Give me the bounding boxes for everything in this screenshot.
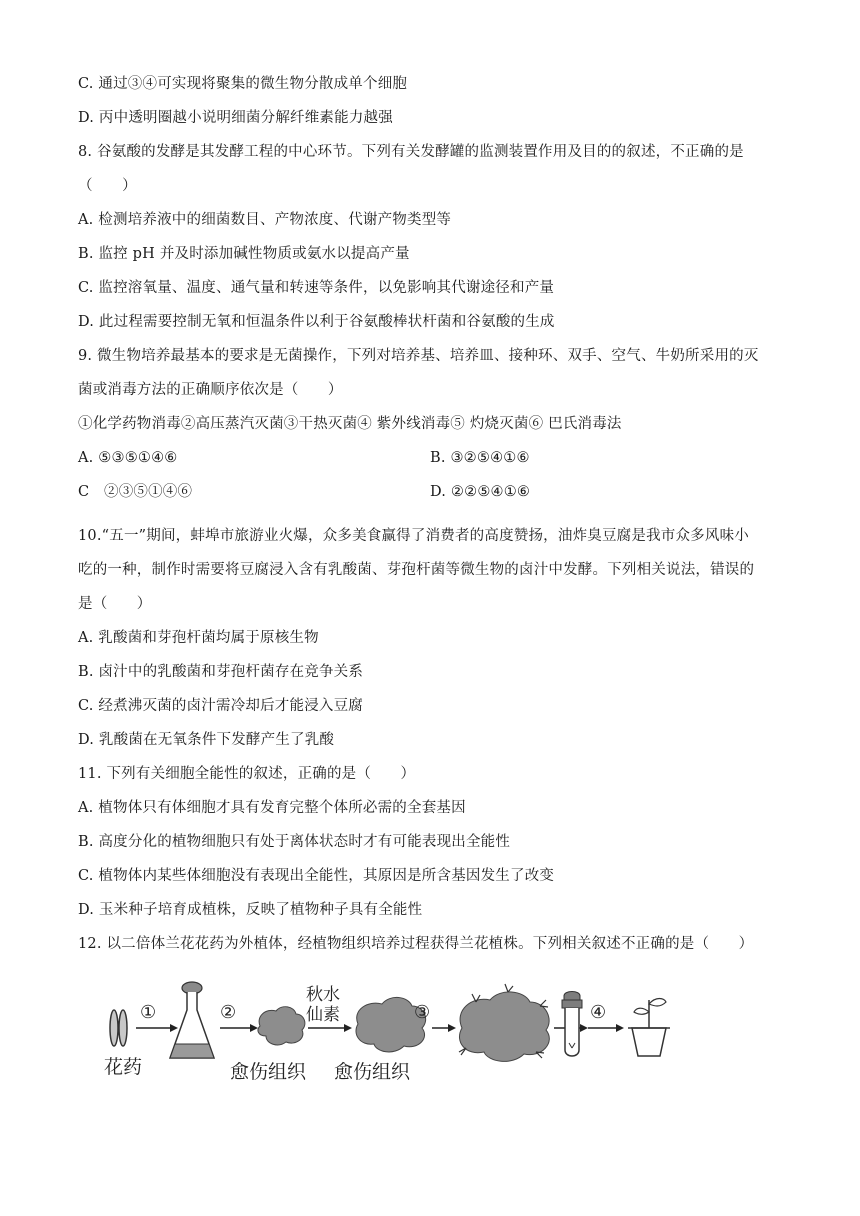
arrow-step-2 [220, 1024, 258, 1032]
option-10b: B. 卤汁中的乳酸菌和芽孢杆菌存在竞争关系 [78, 664, 364, 680]
option-10a: A. 乳酸菌和芽孢杆菌均属于原核生物 [78, 630, 319, 646]
anther-icon [110, 1010, 127, 1046]
option-9a: A. ⑤③⑤①④⑥ [78, 450, 178, 466]
anther-label: 花药 [104, 1056, 143, 1078]
colchicine-label-1: 秋水 [306, 985, 340, 1005]
question-9-methods: ①化学药物消毒②高压蒸汽灭菌③干热灭菌④ 紫外线消毒⑤ 灼烧灭菌⑥ 巴氏消毒法 [78, 416, 622, 432]
step-1-label: ① [140, 1002, 157, 1023]
callus-with-shoots-icon [459, 984, 549, 1061]
question-12-stem: 12. 以二倍体兰花花药为外植体，经植物组织培养过程获得兰花植株。下列相关叙述不正确的是（ ） [78, 936, 754, 952]
question-10-stem-end: 是（ ） [78, 596, 152, 612]
step-4-label: ④ [590, 1002, 607, 1023]
step-3-label: ③ [414, 1002, 431, 1023]
test-tube-icon [562, 992, 582, 1057]
option-8a: A. 检测培养液中的细菌数目、产物浓度、代谢产物类型等 [78, 212, 452, 228]
callus-label-2: 愈伤组织 [334, 1061, 411, 1083]
colchicine-label-2: 仙素 [306, 1005, 340, 1025]
potted-plant-icon [628, 999, 670, 1057]
option-9d: D. ②②⑤④①⑥ [430, 484, 531, 500]
arrow-step-4 [588, 1024, 624, 1032]
arrow-step-3 [432, 1024, 456, 1032]
question-9-stem-cont: 菌或消毒方法的正确顺序依次是（ ） [78, 382, 343, 398]
callus-label-1: 愈伤组织 [230, 1061, 307, 1083]
question-9-stem: 9. 微生物培养最基本的要求是无菌操作，下列对培养基、培养皿、接种环、双手、空气、牛奶所采用的灭 [78, 348, 759, 364]
arrow-step-1 [136, 1024, 178, 1032]
step-2-label: ② [220, 1002, 237, 1023]
question-10-stem: 10.“五一”期间，蚌埠市旅游业火爆，众多美食赢得了消费者的高度赞扬，油炸臭豆腐是我市众多风味小 [78, 528, 749, 544]
option-8b: B. 监控 pH 并及时添加碱性物质或氨水以提高产量 [78, 246, 410, 262]
option-10d: D. 乳酸菌在无氧条件下发酵产生了乳酸 [78, 732, 335, 748]
option-7c: C. 通过③④可实现将聚集的微生物分散成单个细胞 [78, 76, 408, 92]
question-11-stem: 11. 下列有关细胞全能性的叙述，正确的是（ ） [78, 766, 416, 782]
option-11d: D. 玉米种子培育成植株，反映了植物种子具有全能性 [78, 902, 423, 918]
option-11b: B. 高度分化的植物细胞只有处于离体状态时才有可能表现出全能性 [78, 834, 511, 850]
question-8-blank: （ ） [78, 178, 137, 194]
question-8-stem: 8. 谷氨酸的发酵是其发酵工程的中心环节。下列有关发酵罐的监测装置作用及目的的叙述，不正确的是 [78, 144, 744, 160]
option-11a: A. 植物体只有体细胞才具有发育完整个体所必需的全套基因 [78, 800, 466, 816]
option-8d: D. 此过程需要控制无氧和恒温条件以利于谷氨酸棒状杆菌和谷氨酸的生成 [78, 314, 555, 330]
arrow-colchicine [308, 1024, 352, 1032]
question-10-stem-cont: 吃的一种，制作时需要将豆腐浸入含有乳酸菌、芽孢杆菌等微生物的卤汁中发酵。下列相关说法，错误的 [78, 562, 755, 578]
option-9b: B. ③②⑤④①⑥ [430, 450, 530, 466]
tissue-culture-diagram [96, 978, 696, 1088]
option-8c: C. 监控溶氧量、温度、通气量和转速等条件，以免影响其代谢途径和产量 [78, 280, 555, 296]
option-10c: C. 经煮沸灭菌的卤汁需冷却后才能浸入豆腐 [78, 698, 363, 714]
option-9c: C ②③⑤①④⑥ [78, 484, 193, 500]
flask-icon [170, 982, 214, 1058]
option-7d: D. 丙中透明圈越小说明细菌分解纤维素能力越强 [78, 110, 393, 126]
callus-small-icon [258, 1007, 305, 1045]
option-11c: C. 植物体内某些体细胞没有表现出全能性，其原因是所含基因发生了改变 [78, 868, 555, 884]
